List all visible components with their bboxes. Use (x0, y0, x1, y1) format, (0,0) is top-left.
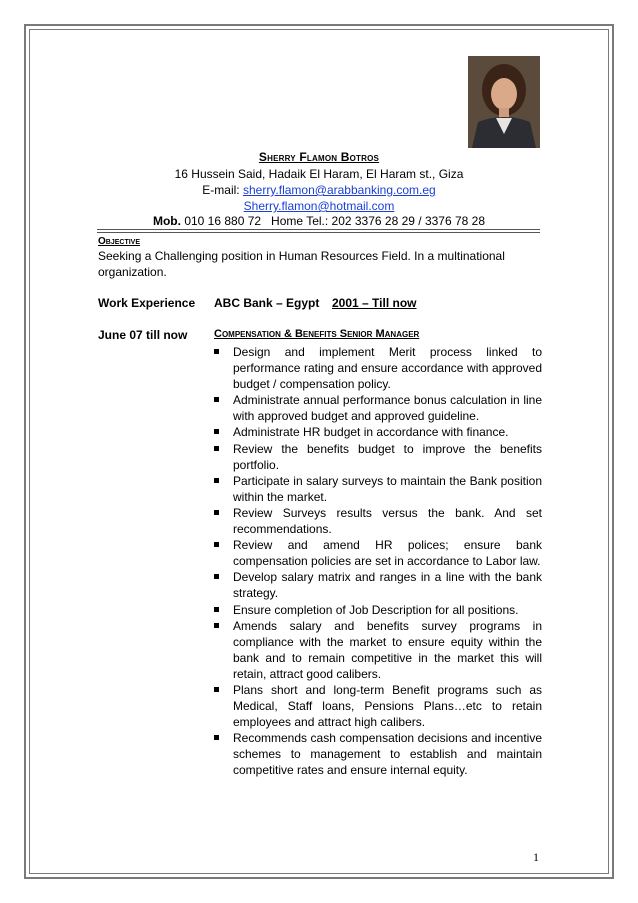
list-item: Plans short and long-term Benefit programs such as Medical, Staff loans, Pensions Plans…etc to retain employees and attract high calibers. (214, 682, 542, 730)
list-item: Review and amend HR polices; ensure bank compensation policies are set in accordance to Labor law. (214, 537, 542, 569)
page-number: 1 (533, 850, 539, 864)
phone-numbers: 010 16 880 72 Home Tel.: 202 3376 28 29 / 3376 78 28 (180, 214, 486, 228)
list-item: Participate in salary surveys to maintain the Bank position within the market. (214, 473, 542, 505)
employer-name: ABC Bank – Egypt (214, 296, 320, 310)
square-bullet-icon (214, 478, 219, 483)
email-label: E-mail: (202, 183, 243, 197)
objective-heading: Objective (98, 236, 141, 247)
phone-line (0, 214, 638, 228)
square-bullet-icon (214, 349, 219, 354)
square-bullet-icon (214, 446, 219, 451)
square-bullet-icon (214, 687, 219, 692)
profile-photo (468, 56, 540, 148)
list-item: Ensure completion of Job Description for all positions. (214, 602, 542, 618)
list-item: Develop salary matrix and ranges in a line with the bank strategy. (214, 569, 542, 601)
square-bullet-icon (214, 397, 219, 402)
square-bullet-icon (214, 623, 219, 628)
candidate-name: Sherry Flamon Botros (258, 150, 380, 164)
objective-text: Seeking a Challenging position in Human Resources Field. In a multinational organization. (98, 249, 505, 279)
list-item: Administrate HR budget in accordance with finance. (214, 424, 542, 440)
email-secondary-line (0, 199, 638, 213)
address: 16 Hussein Said, Hadaik El Haram, El Haram st., Giza (174, 167, 464, 181)
position-date-range: June 07 till now (98, 328, 188, 342)
email-primary-link[interactable]: sherry.flamon@arabbanking.com.eg (242, 183, 436, 197)
list-item: Amends salary and benefits survey programs in compliance with the market to ensure equity within the bank and to remain competitive in the market this will retain, attract good calibers. (214, 618, 542, 682)
square-bullet-icon (214, 510, 219, 515)
square-bullet-icon (214, 542, 219, 547)
square-bullet-icon (214, 735, 219, 740)
mobile-label: Mob. (152, 214, 181, 228)
duties-list (214, 344, 542, 779)
list-item: Review the benefits budget to improve the benefits portfolio. (214, 441, 542, 473)
position-title: Compensation & Benefits Senior Manager (214, 328, 420, 340)
header-divider-top (97, 229, 540, 230)
employment-dates: 2001 – Till now (332, 296, 417, 310)
square-bullet-icon (214, 607, 219, 612)
square-bullet-icon (214, 574, 219, 579)
list-item: Review Surveys results versus the bank. And set recommendations. (214, 505, 542, 537)
work-experience-label: Work Experience (98, 296, 196, 310)
list-item: Administrate annual performance bonus calculation in line with approved budget and approved guideline. (214, 392, 542, 424)
list-item: Recommends cash compensation decisions and incentive schemes to management to establish and maintain competitive rates and ensure internal equity. (214, 730, 542, 778)
header-divider-bottom (97, 232, 540, 233)
email-line (0, 183, 638, 197)
square-bullet-icon (214, 429, 219, 434)
email-secondary-link[interactable]: Sherry.flamon@hotmail.com (243, 199, 395, 213)
list-item: Design and implement Merit process linked to performance rating and ensure accordance with approved budget / compensation policy. (214, 344, 542, 392)
